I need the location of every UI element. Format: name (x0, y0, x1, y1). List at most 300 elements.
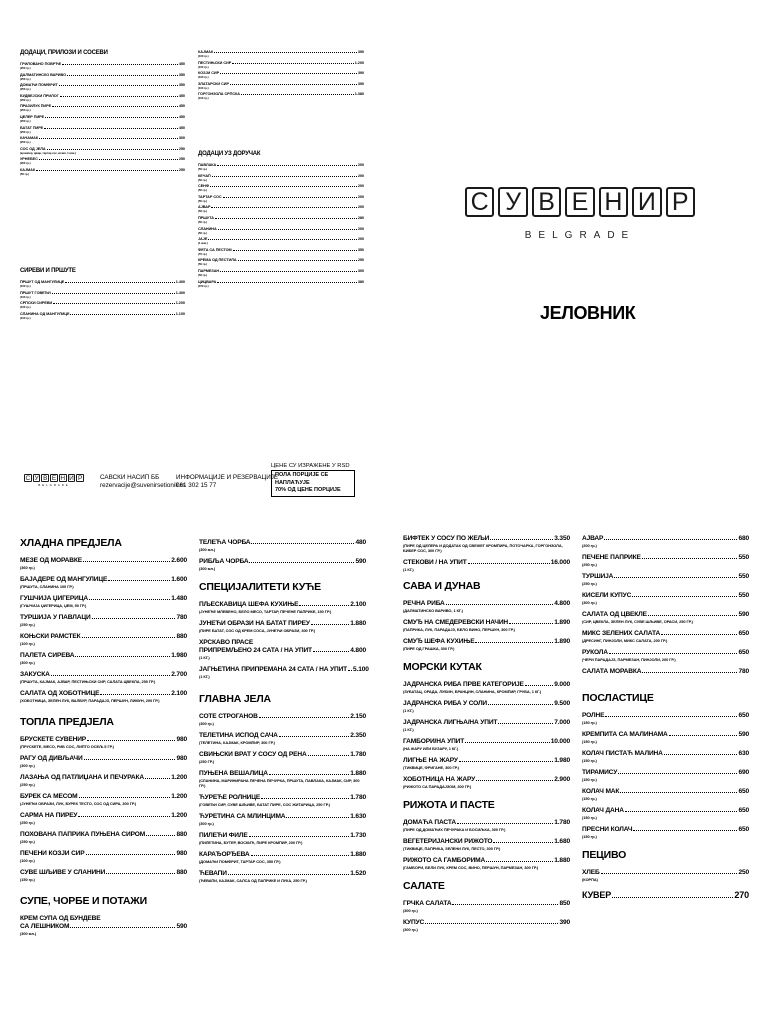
menu-item-name: ТЕЛЕЋА ЧОРБА (199, 539, 251, 546)
menu-item-name: СМУЂ ШЕФА КУХИЊЕ (403, 638, 475, 645)
leader-dots (459, 761, 553, 762)
menu-item (403, 638, 570, 651)
menu-item-price: 650 (738, 630, 749, 637)
leader-dots (53, 303, 175, 304)
menu-item-name: ЦИЦВАРА (198, 279, 217, 284)
cover-logo (465, 187, 695, 241)
menu-item-price: 2.350 (350, 732, 366, 739)
menu-item-name: СМУЂ НА СМЕДЕРЕВСКИ НАЧИН (403, 619, 509, 626)
menu-item-price: 2.700 (171, 671, 187, 678)
menu-item-description: (ДАЛМАТИНСКО ВАРИВО, 1 КГ.) (403, 608, 463, 613)
leader-dots (65, 282, 174, 283)
leader-dots (228, 874, 349, 875)
menu-item-description: (250 гр.) (582, 581, 597, 586)
menu-item-name: ПРШУТА (198, 215, 214, 220)
menu-item (20, 671, 187, 684)
logo-letter: Е (51, 474, 57, 482)
menu-item-name: ПОХОВАНА ПАПРИКА ПУЊЕНА СИРОМ (20, 831, 146, 838)
menu-item-price: 200 (357, 184, 364, 189)
menu-item (20, 774, 187, 787)
warm-title: ТОПЛА ПРЕДЈЕЛА (20, 716, 114, 728)
menu-item-price: 350 (178, 83, 185, 88)
logo-city: BELGRADE (524, 230, 636, 241)
leader-dots (261, 798, 349, 799)
leader-dots (108, 580, 170, 581)
menu-item (198, 174, 364, 183)
menu-item-description: (100 гр.) (20, 294, 31, 299)
menu-item-name: МЕЗЕ ОД МОРАВКЕ (20, 557, 82, 564)
menu-item-price: 450 (178, 93, 185, 98)
menu-item (403, 857, 570, 870)
menu-item-name: АЈВАР (582, 535, 604, 542)
menu-item-price: 1.200 (354, 60, 364, 65)
menu-item (582, 731, 749, 744)
half-portion-box (271, 470, 355, 497)
menu-item-price: 1.400 (175, 280, 185, 284)
menu-item-price: 1.200 (171, 812, 187, 819)
leader-dots (605, 716, 737, 717)
menu-item-description: (250 гр.) (20, 118, 31, 123)
menu-item-description: (100 гр.) (198, 85, 209, 90)
menu-item (20, 291, 185, 300)
menu-item-description: (100 гр.) (198, 64, 209, 69)
cover-charge-label: КУВЕР (582, 890, 612, 900)
menu-item-description: (100 гр.) (20, 284, 31, 288)
menu-item-name: ДОМАЋИ ПОМФРИТ (20, 83, 58, 88)
menu-title: ЈЕЛОВНИК (540, 303, 636, 323)
logo-letter: С (25, 474, 31, 482)
menu-item (20, 62, 185, 71)
menu-item (198, 50, 364, 59)
menu-item-name: КЕЧАП (198, 173, 211, 178)
leader-dots (614, 577, 737, 578)
menu-item-description: (50 гр.) (198, 209, 208, 214)
menu-item-name: ГРЧКА САЛАТА (403, 900, 452, 907)
menu-item-name: ГАМБОРИ/НА УПИТ (403, 738, 465, 745)
menu-item-description: (100 гр.) (198, 75, 209, 80)
menu-item-name: ЋУРЕТИНА СА МЛИНЦИМА (199, 813, 286, 820)
menu-item-price: 2.600 (171, 557, 187, 564)
menu-item-description: (300 гр.) (20, 763, 35, 768)
leader-dots (452, 904, 558, 905)
menu-item (20, 168, 185, 177)
menu-item-price: 1.380 (354, 92, 364, 97)
breakfast-list (198, 163, 364, 288)
menu-item (403, 776, 570, 789)
desserts-title: ПОСЛАСТИЦЕ (582, 692, 654, 704)
menu-item-name: КАРАЂОРЂЕВА (199, 851, 250, 858)
menu-item-price: 250 (178, 146, 185, 151)
menu-item (582, 668, 749, 676)
leader-dots (251, 855, 350, 856)
menu-item-name: РАГУ ОД ДИВЉАЧИ (20, 755, 83, 762)
leader-dots (145, 778, 170, 779)
menu-item (403, 757, 570, 770)
menu-item-description: (КОРПА) (582, 877, 598, 882)
menu-item-description: (50 гр.) (198, 177, 208, 182)
menu-item (582, 769, 749, 782)
menu-item-name: ГУШЧИЈА ЏИГЕРИЦА (20, 595, 89, 602)
col2-soups-list (199, 539, 366, 571)
menu-item-name: ПРЕСНИ КОЛАЧ (582, 826, 633, 833)
menu-item-price: 200 (357, 205, 364, 210)
menu-item-price: 780 (738, 668, 749, 675)
river-list (403, 600, 570, 651)
menu-item-name: ЗАКУСКА (20, 671, 50, 678)
menu-item-description: (ПИРЕ БАТАТ, СОС ОД КРЕМ СОСА, ЈУНЕЋИ ОБРАЗИ, 300 ГР.) (199, 628, 316, 633)
menu-item (582, 649, 749, 662)
menu-item-price: 1.880 (554, 857, 570, 864)
price-info (271, 462, 355, 497)
address: САВСКИ НАСИП ББ (100, 474, 160, 481)
menu-item-name: АЈВАР (198, 205, 211, 210)
menu-item-description: (300 гр.) (403, 908, 418, 913)
menu-item (20, 614, 187, 627)
leader-dots (486, 861, 553, 862)
menu-item-price: 480 (355, 539, 366, 546)
menu-item-price: 390 (357, 71, 364, 76)
menu-item-name: РУКОЛА (582, 649, 608, 656)
menu-item (20, 850, 187, 863)
leader-dots (217, 282, 357, 283)
menu-item-price: 550 (738, 554, 749, 561)
menu-item-price: 980 (176, 850, 187, 857)
menu-item-name: СТЕКОВИ / НА УПИТ (403, 559, 467, 566)
menu-item (20, 633, 187, 646)
leader-dots (232, 63, 354, 64)
menu-item-name: БАТАТ ПИРЕ (20, 125, 44, 130)
menu-item-description: (150 гр.) (198, 283, 209, 288)
leader-dots (210, 186, 357, 187)
menu-item-description: (250 гр.) (20, 129, 31, 134)
menu-item (199, 813, 366, 826)
leader-dots (223, 197, 357, 198)
logo-letter: Н (599, 187, 628, 217)
menu-item-description: (50 гр.) (198, 167, 208, 171)
cheeses-list (20, 280, 185, 320)
phone-link[interactable]: 061 302 15 77 (176, 482, 217, 489)
menu-item (582, 869, 749, 882)
menu-item-price: 380 (357, 279, 364, 284)
menu-item (20, 94, 185, 103)
menu-item (198, 61, 364, 70)
leader-dots (493, 842, 553, 843)
menu-item-name: САЛАТА МОРАВКА (582, 668, 642, 675)
menu-item-price: 680 (738, 535, 749, 542)
menu-item (20, 576, 187, 589)
menu-item-price: 9.500 (554, 700, 570, 707)
menu-item-price: 650 (738, 649, 749, 656)
menu-item (403, 819, 570, 832)
menu-item-description: (ГУШЧИЈА ЏИГЕРИЦА, ЏЕМ, 50 ГР.) (20, 603, 87, 608)
menu-item-description: (50 гр.) (198, 230, 208, 235)
leader-dots (642, 672, 737, 673)
menu-item (198, 82, 364, 91)
menu-item-price: 200 (357, 163, 364, 167)
desserts-list (582, 712, 749, 839)
menu-item-description: (1 КГ.) (403, 567, 414, 572)
logo-letter: С (465, 187, 494, 217)
leader-dots (52, 293, 175, 294)
menu-item (198, 92, 364, 101)
menu-item-name: КРЕМ СУПА ОД БУНДЕВЕ (20, 915, 101, 922)
menu-item (20, 126, 185, 135)
menu-item-price: 590 (738, 611, 749, 618)
menu-item-description: (СЛАНИНА, МАРИНИРАНА ПЕЧЕНА ПЕЧУРКА, ПРШУТА, ПАВЛАКА, КАЈМАК, СИР, 300 ГР.) (199, 778, 360, 788)
leader-dots (633, 830, 737, 831)
leader-dots (79, 797, 171, 798)
leader-dots (82, 637, 176, 638)
menu-item-name: СОТЕ СТРОГАНОВ (199, 713, 258, 720)
menu-item-price: 1.980 (554, 757, 570, 764)
menu-item-price: 4.800 (554, 600, 570, 607)
menu-item-name: КОЊСКИ РАМСТЕК (20, 633, 81, 640)
email-link[interactable]: rezervacije@suvenirsetionik.rs (100, 482, 186, 489)
menu-item-name: ЈАДРАНСКА ЛИГЊА/НА УПИТ (403, 719, 498, 726)
menu-item-name: ЛИГЊЕ НА ЖАРУ (403, 757, 458, 764)
menu-item (403, 535, 570, 553)
menu-item-name: ЗЛАТАРСКИ СИР (198, 81, 229, 86)
menu-item-name: ЈАДРАНСКА РИБА ПРВЕ КАТЕГОРИЈЕ (403, 681, 524, 688)
menu-item (20, 755, 187, 768)
menu-item-price: 550 (738, 592, 749, 599)
menu-item-name: БРУСКЕТЕ СУВЕНИР (20, 736, 87, 743)
menu-item-name: ЦЕЛЕР ПИРЕ (20, 114, 45, 119)
menu-item-name: ЋЕВАПИ (199, 870, 227, 877)
menu-item-description: (50 гр.) (198, 198, 208, 203)
menu-item-price: 1.200 (171, 774, 187, 781)
menu-item-price: 880 (176, 633, 187, 640)
menu-item (403, 919, 570, 932)
leader-dots (664, 754, 738, 755)
menu-item-description: (50 гр.) (198, 219, 208, 224)
column-2 (199, 539, 369, 889)
menu-item-description: (1 КГ.) (403, 708, 414, 713)
bread-title: ПЕЦИВО (582, 849, 627, 861)
menu-item-description: (100 гр.) (20, 641, 35, 646)
logo-letter: У (34, 474, 39, 482)
cheeses-panel (20, 268, 185, 322)
menu-item-name: СОС ОД ЈЕЛА (20, 146, 46, 151)
menu-item-price: 5.100 (353, 666, 369, 673)
menu-item (582, 826, 749, 839)
menu-item (20, 136, 185, 145)
logo-small-city: BELGRADE (38, 483, 70, 487)
menu-item-price: 1.100 (175, 311, 185, 316)
logo-letter: И (69, 474, 74, 482)
leader-dots (60, 96, 178, 97)
menu-item-description: (250 гр.) (20, 97, 31, 102)
menu-item-description: (ЗУБАТАЦ, ОРАДА, ЛУБИН, БРАНЦИН, СЛАНИНА, КРОМПИР, ГРУБА, 1 КГ.) (403, 689, 542, 694)
menu-item-price: 7.000 (554, 719, 570, 726)
menu-item (403, 600, 570, 613)
leader-dots (44, 128, 178, 129)
menu-item-description: (ПИРЕ ОД ДОМАЋИХ ПЕЧУРАКА И БОСИЉКА, 300 ГР.) (403, 827, 506, 832)
menu-item-name: КУПУС (403, 919, 425, 926)
leader-dots (146, 835, 175, 836)
reservation-block (176, 474, 278, 490)
menu-item-price: 650 (738, 788, 749, 795)
cheeses-title: СИРЕВИ И ПРШУТЕ (20, 268, 76, 274)
leader-dots (70, 314, 174, 315)
menu-item-price: 250 (357, 258, 364, 263)
menu-item (199, 620, 366, 633)
leader-dots (100, 694, 170, 695)
sides-title: ДОДАЦИ, ПРИЛОЗИ И СОСЕВИ (20, 50, 108, 56)
menu-item-price: 1.880 (350, 620, 366, 627)
column-4 (582, 535, 749, 907)
risotto-title: РИЖОТА И ПАСТЕ (403, 799, 495, 811)
menu-item-name: ДАЛМАТИНСКО ВАРИВО (20, 72, 66, 77)
menu-item-description: (200 гр.) (20, 161, 31, 166)
logo-small (24, 474, 84, 482)
menu-item (582, 554, 749, 567)
leader-dots (212, 176, 357, 177)
menu-item (199, 832, 366, 845)
menu-item-price: 1.780 (554, 819, 570, 826)
menu-item-description: (50 гр.) (198, 262, 208, 267)
leader-dots (308, 755, 350, 756)
cold-title: ХЛАДНА ПРЕДЈЕЛА (20, 537, 122, 549)
menu-item-price: 590 (176, 923, 187, 930)
leader-dots (488, 704, 553, 705)
leader-dots (52, 106, 178, 107)
menu-item-price: 390 (357, 81, 364, 86)
menu-item-price: 1.680 (554, 838, 570, 845)
menu-item (199, 539, 366, 552)
mains-list (199, 713, 366, 883)
menu-item-description: (100 гр.) (20, 315, 31, 320)
cover-charge (582, 890, 749, 901)
menu-item (20, 652, 187, 665)
menu-item-price: 250 (738, 869, 749, 876)
menu-item-description: (ПИРЕ ОД ЦЕЛЕРА И ДОДАТАК ОД СВЕЖЕГ КРОМПИРА, ПОТОЧАРКА, ГОРГОНЗОЛА, БИБЕР СОС, 300 ГР.) (403, 543, 563, 553)
menu-item-name: САЛАТА ОД ЦВЕКЛЕ (582, 611, 647, 618)
logo-letter: В (43, 474, 48, 482)
menu-item-name: ПРАЗИЛУК ПИРЕ (20, 104, 52, 109)
sea-list (403, 681, 570, 789)
menu-item-price: 450 (178, 114, 185, 119)
reservation-label: ИНФОРМАЦИЈЕ И РЕЗЕРВАЦИЈЕ (176, 474, 279, 481)
menu-item (582, 535, 749, 548)
menu-item-price: 3.350 (554, 535, 570, 542)
menu-item-price: 630 (738, 750, 749, 757)
menu-item (403, 681, 570, 694)
logo (465, 187, 695, 217)
menu-item-description: (ГАМБОРИ, БЕЛИ ЛУК, КРЕМ СОС, ВИНО, ПЕРШУН, ПАРМЕЗАН, 300 ГР.) (403, 865, 539, 870)
menu-item (198, 280, 364, 289)
house-list (199, 601, 369, 679)
leader-dots (45, 117, 178, 118)
menu-item-name: БУРЕК СА МЕСОМ (20, 793, 78, 800)
leader-dots (51, 675, 171, 676)
leader-dots (465, 742, 550, 743)
leader-dots (604, 539, 737, 540)
leader-dots (220, 271, 357, 272)
menu-item (198, 258, 364, 267)
menu-item-description: (150 гр.) (582, 834, 597, 839)
menu-item-price: 550 (738, 573, 749, 580)
leader-dots (220, 73, 357, 74)
salads-title: САЛАТЕ (403, 880, 445, 892)
menu-item-description: (70 гр.) (198, 251, 208, 256)
menu-item-price: 1.780 (350, 751, 366, 758)
leader-dots (249, 836, 350, 837)
menu-item-description: (300 гр.) (20, 660, 35, 665)
menu-item (20, 915, 187, 936)
menu-item-price: 1.890 (554, 638, 570, 645)
menu-item-description: (50 гр.) (198, 272, 208, 277)
menu-item-description: (ПРШУТА, СЛАНИНА 100 ГР.) (20, 584, 74, 589)
menu-item-price: 390 (559, 919, 570, 926)
menu-item-name: ПАВЛАКА (198, 163, 217, 167)
menu-item-name: СРПСКИ СИРЕВИ (20, 301, 53, 306)
menu-item-description: (ПАПРИКА, ЛУК, ПАРАДАЈЗ, БЕЛО ВИНО, ПЕРШУН, 300 ГР.) (403, 627, 515, 632)
menu-item-description: (50 гр.) (20, 171, 30, 176)
menu-item-name: ДОМАЋА ПАСТА (403, 819, 456, 826)
menu-item (199, 794, 366, 807)
menu-item-description: (ЈУНЕЋИ ОБРАЗИ, ЛУК, БУРЕК ТЕСТО, СОС ОД СИРА, 300 ГР.) (20, 801, 137, 806)
menu-item-price: 200 (357, 237, 364, 242)
menu-item (582, 630, 749, 643)
menu-item-description: (ЈУНЕЋЕ МЛЕВЕНО, БЕЛО МЕСО, ТАРТАР, ПЕЧЕНЕ ПАПРИКЕ, 150 ГР.) (199, 609, 332, 614)
menu-item-price: 980 (176, 736, 187, 743)
leader-dots (39, 159, 178, 160)
menu-item-price: 1.200 (175, 301, 185, 306)
menu-item-name: РИБЉА ЧОРБА (199, 558, 249, 565)
menu-item (20, 312, 185, 321)
leader-dots (648, 615, 738, 616)
menu-item-name: ПРШУТ ГОВЕЂИ (20, 290, 51, 295)
menu-item-description: (ТЕЛЕТИНА, КАЈМАК, КРОМПИР, 300 ГР.) (199, 740, 275, 745)
menu-item-name: РИЖОТО СА ГАМБОРИМА (403, 857, 486, 864)
menu-item-name: КАЈМАК (198, 50, 214, 54)
menu-item-name: КРЕМПИТА СА МАЛИНАМА (582, 731, 668, 738)
column-1 (20, 537, 187, 942)
leader-dots (525, 685, 553, 686)
leader-dots (238, 260, 357, 261)
menu-item-name: САЛАТА ОД ХОБОТНИЦЕ (20, 690, 100, 697)
menu-item-name: ТУРШИЈА У ПАВЛАЦИ (20, 614, 91, 621)
menu-item-description: (300 гр.) (199, 721, 214, 726)
menu-item (20, 831, 187, 844)
menu-item-description: (300 мл.) (20, 931, 37, 936)
menu-item-description: (1 КГ.) (403, 727, 414, 732)
menu-item-description: (ТИКВИЦЕ, ФРИГАНЕ, 300 ГР.) (403, 765, 459, 770)
menu-item-name: ЛАЗАЊА ОД ПАТЛИЏАНА И ПЕЧУРАКА (20, 774, 145, 781)
half-portion-line1: ПОЛА ПОРЦИЈЕ СЕ НАПЛАЋУЈЕ (275, 472, 329, 486)
menu-item-name: КОЛАЧ МАК (582, 788, 620, 795)
menu-item (20, 736, 187, 749)
menu-item-name: ПИЛЕЋИ ФИЛЕ (199, 832, 248, 839)
menu-item-name: СВИЊСКИ ВРАТ У СОСУ ОД РЕНА (199, 751, 307, 758)
bread-list (582, 869, 749, 882)
menu-item-price: 450 (178, 62, 185, 66)
house-title: СПЕЦИЈАЛИТЕТИ КУЋЕ (199, 581, 321, 593)
menu-item (198, 205, 364, 214)
menu-item-price: 650 (738, 712, 749, 719)
menu-item (582, 611, 749, 624)
menu-item (20, 557, 187, 570)
leader-dots (215, 218, 357, 219)
menu-item-description: (150 гр.) (582, 739, 597, 744)
leader-dots (70, 927, 175, 928)
menu-item-name: ЈАГЊЕТИНА ПРИПРЕМАНА 24 САТА / НА УПИТ (199, 666, 348, 673)
menu-item-name-cont: СА ЛЕШНИКОМ (20, 923, 70, 930)
menu-item-price: 450 (178, 125, 185, 130)
menu-item-description: (250 гр.) (20, 782, 35, 787)
menu-item-description: (150 гр.) (582, 758, 597, 763)
